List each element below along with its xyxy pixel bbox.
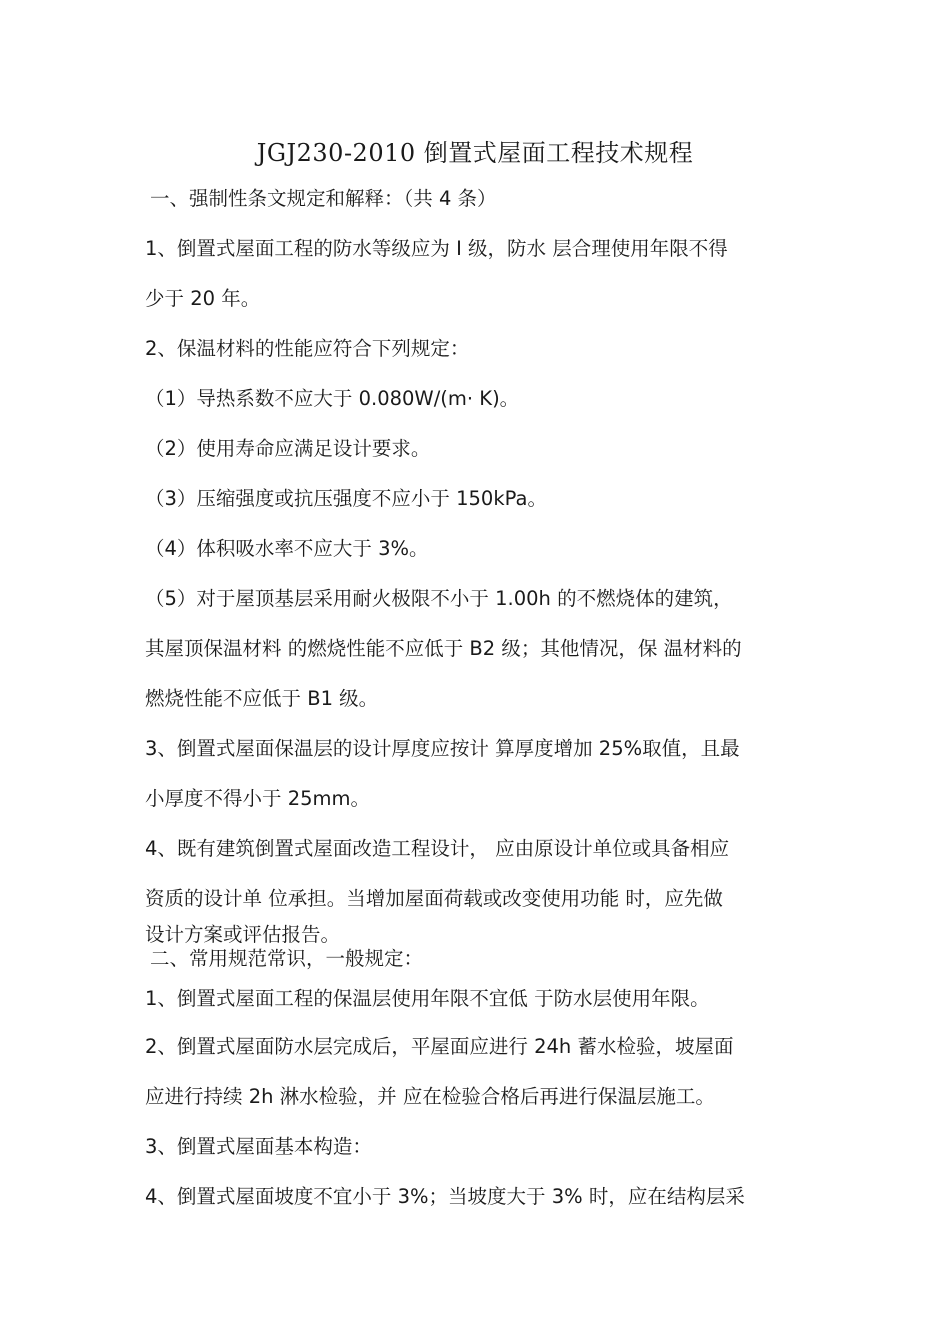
paragraph-line: 3、倒置式屋面基本构造： (145, 1135, 372, 1158)
document-title: JGJ230-2010 倒置式屋面工程技术规程 (256, 139, 694, 167)
paragraph-line: 少于 20 年。 (145, 287, 261, 310)
paragraph-line: 2、倒置式屋面防水层完成后，平屋面应进行 24h 蓄水检验，坡屋面 (145, 1035, 734, 1058)
list-item: （1）导热系数不应大于 0.080W/(m· K)。 (145, 387, 520, 410)
paragraph-line: 2、保温材料的性能应符合下列规定： (145, 337, 470, 360)
paragraph-line: 其屋顶保温材料 的燃烧性能不应低于 B2 级；其他情况，保 温材料的 (145, 637, 742, 660)
paragraph-line: 设计方案或评估报告。 (145, 923, 341, 946)
paragraph-line: 4、倒置式屋面坡度不宜小于 3%；当坡度大于 3% 时，应在结构层采 (145, 1185, 745, 1208)
list-item: （4）体积吸水率不应大于 3%。 (145, 537, 429, 560)
paragraph-line: 1、倒置式屋面工程的防水等级应为 I 级，防水 层合理使用年限不得 (145, 237, 728, 260)
paragraph-line: 小厚度不得小于 25mm。 (145, 787, 371, 810)
section-heading: 一、强制性条文规定和解释：（共 4 条） (150, 187, 497, 210)
paragraph-line: 4、既有建筑倒置式屋面改造工程设计， 应由原设计单位或具备相应 (145, 837, 730, 860)
paragraph-line: 3、倒置式屋面保温层的设计厚度应按计 算厚度增加 25%取值，且最 (145, 737, 740, 760)
list-item: （2）使用寿命应满足设计要求。 (145, 437, 431, 460)
list-item: （3）压缩强度或抗压强度不应小于 150kPa。 (145, 487, 547, 510)
paragraph-line: 1、倒置式屋面工程的保温层使用年限不宜低 于防水层使用年限。 (145, 987, 710, 1010)
list-item: （5）对于屋顶基层采用耐火极限不小于 1.00h 的不燃烧体的建筑， (145, 587, 733, 610)
section-heading: 二、常用规范常识，一般规定： (150, 947, 424, 970)
paragraph-line: 燃烧性能不应低于 B1 级。 (145, 687, 379, 710)
paragraph-line: 应进行持续 2h 淋水检验，并 应在检验合格后再进行保温层施工。 (145, 1085, 715, 1108)
paragraph-line: 资质的设计单 位承担。当增加屋面荷载或改变使用功能 时，应先做 (145, 887, 723, 910)
